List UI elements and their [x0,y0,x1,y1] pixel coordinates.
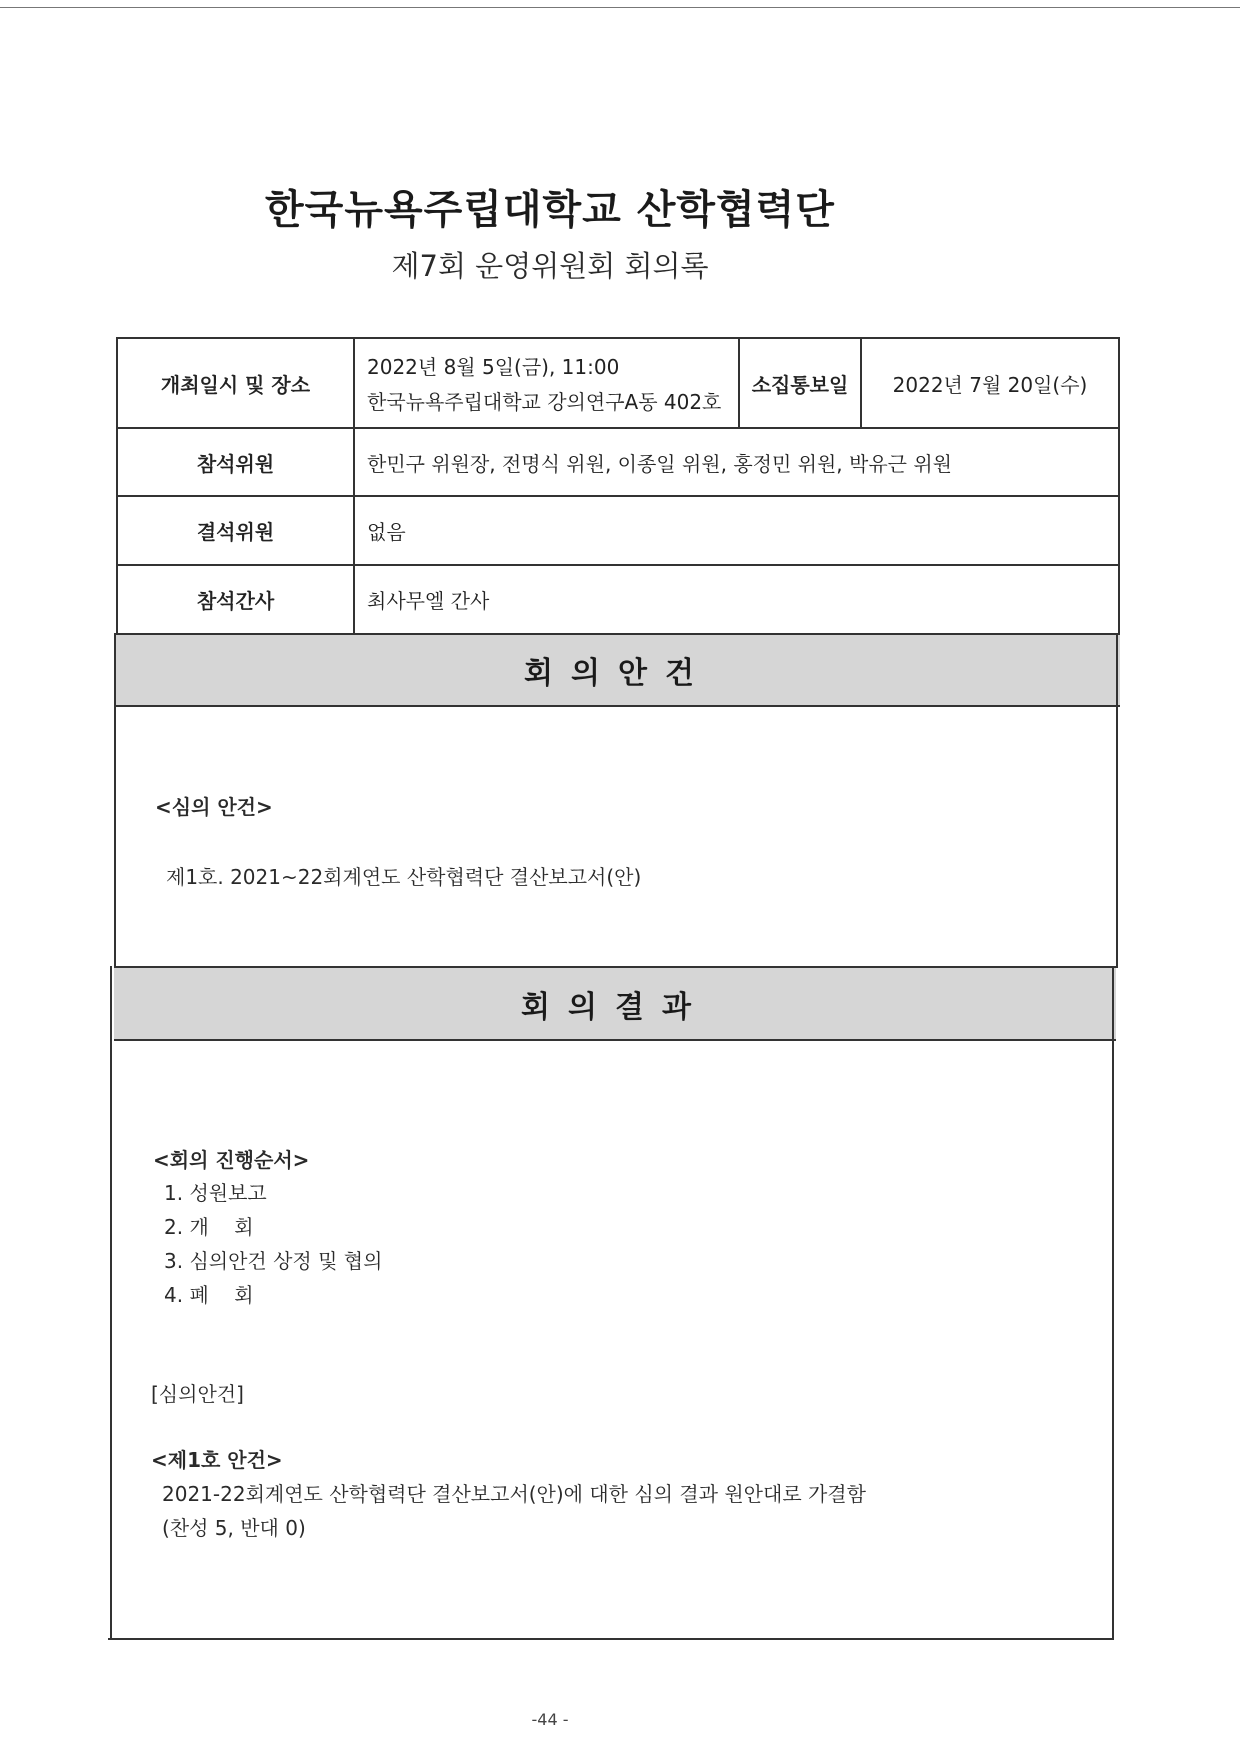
order-item: 1. 성원보고 [164,1181,267,1205]
order-item: 2. 개 회 [164,1215,254,1239]
table-border-right [1118,337,1120,635]
result-border-right [1112,966,1114,1640]
place-value: 한국뉴욕주립대학교 강의연구A동 402호 [367,390,722,414]
document-title: 한국뉴욕주립대학교 산학협력단 [265,187,835,233]
result-border-left [110,966,112,1640]
item-heading: <제1호 안건> [151,1448,283,1472]
absentees-value: 없음 [367,520,406,544]
notice-label: 소집통보일 [751,372,849,397]
vote-result: (찬성 5, 반대 0) [162,1516,306,1540]
review-heading: [심의안건] [151,1382,244,1406]
agenda-item: 제1호. 2021~22회계연도 산학협력단 결산보고서(안) [166,865,642,889]
absentees-label: 결석위원 [196,520,275,544]
order-heading: <회의 진행순서> [153,1148,310,1172]
agenda-heading-divider [116,705,1120,707]
secretary-label: 참석간사 [196,589,275,613]
agenda-subheading: <심의 안건> [155,795,273,819]
secretary-value: 최사무엘 간사 [367,589,490,613]
date-value: 2022년 8월 5일(금), 11:00 [367,355,620,379]
result-border-bottom [108,1638,1114,1640]
top-rule [0,7,1240,8]
page-number: -44 - [531,1710,569,1729]
result-heading: 회의결과 [114,968,1116,1039]
attendees-label: 참석위원 [196,451,275,476]
document-subtitle: 제7회 운영위원회 회의록 [391,249,709,283]
agenda-heading: 회의안건 [116,635,1120,705]
notice-value: 2022년 7월 20일(수) [892,372,1088,397]
attendees-value: 한민구 위원장, 전명식 위원, 이종일 위원, 홍정민 위원, 박유근 위원 [367,451,952,476]
result-heading-divider [114,1039,1116,1041]
item-result: 2021-22회계연도 산학협력단 결산보고서(안)에 대한 심의 결과 원안대로 가결함 [162,1482,866,1506]
agenda-border-left [114,633,116,968]
order-item: 4. 폐 회 [164,1283,254,1307]
order-item: 3. 심의안건 상정 및 협의 [164,1249,383,1273]
date-place-cell [355,339,738,427]
agenda-border-right [1116,633,1118,968]
date-place-label: 개최일시 및 장소 [160,372,311,397]
